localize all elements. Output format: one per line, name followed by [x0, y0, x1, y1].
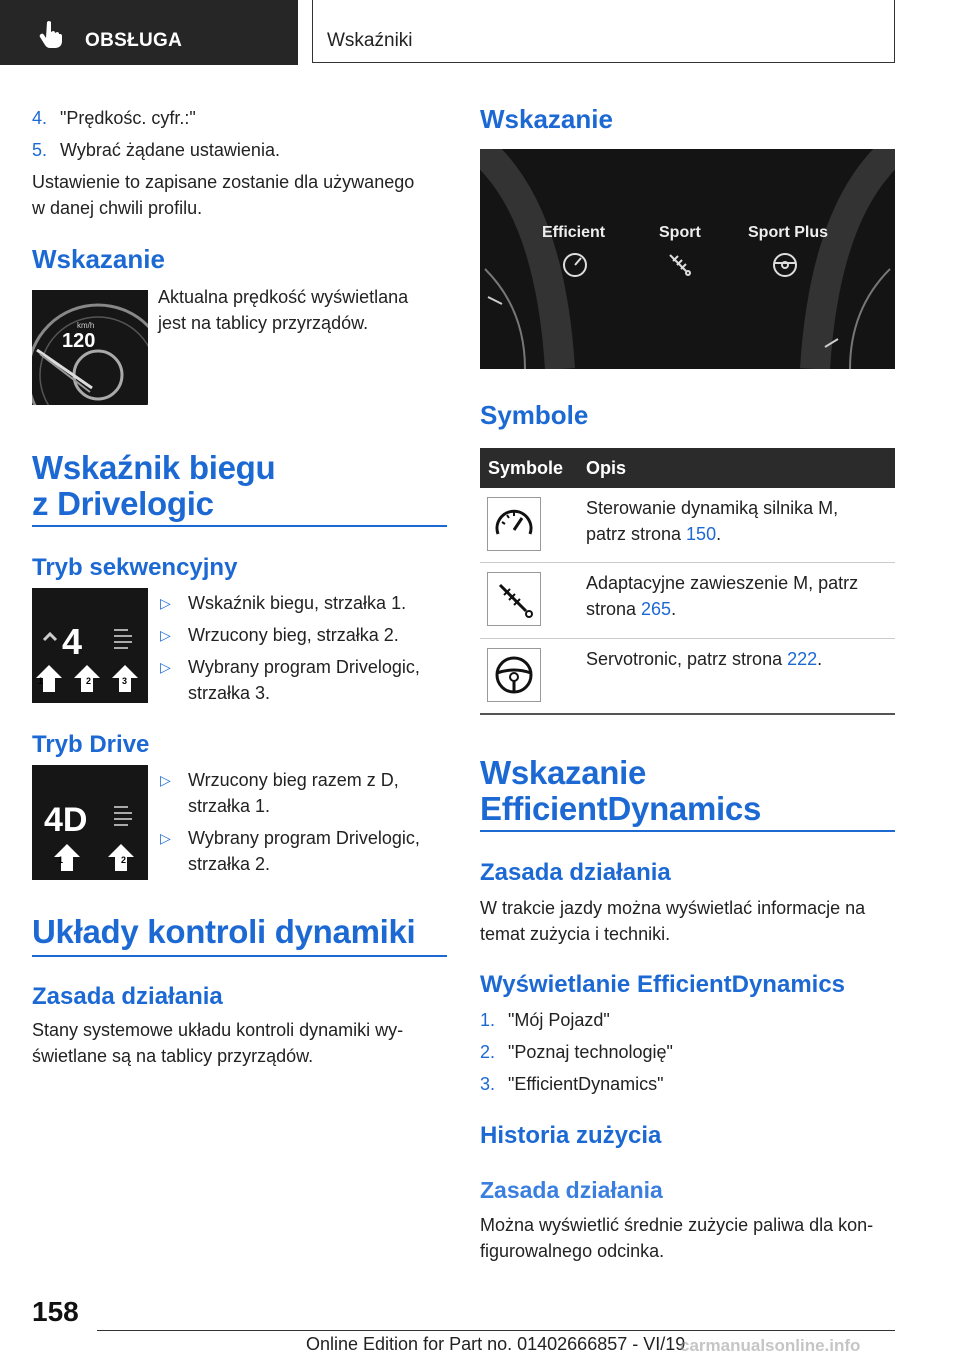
drive-mode-display-image: [480, 149, 895, 369]
drive-gear-label: 4D: [44, 801, 88, 839]
display-label-sport-plus: Sport Plus: [748, 224, 829, 241]
gear-number: 4: [62, 621, 83, 662]
dynamics-principle-heading: Zasada działania: [32, 983, 223, 1010]
col-header-symbols: Symbole: [488, 458, 564, 478]
step-3: 3. "EfficientDynamics": [480, 1074, 664, 1094]
efficientdynamics-heading: Wskazanie EfficientDynamics: [480, 754, 761, 827]
section-tab[interactable]: [0, 0, 298, 65]
speedometer-icon: [32, 290, 148, 405]
steering-wheel-icon: [488, 649, 540, 701]
section-label: OBSŁUGA: [85, 30, 183, 51]
watermark: carmanualsonline.info: [680, 1336, 861, 1355]
principle-heading: Zasada działania: [480, 859, 671, 886]
table-row: Servotronic, patrz strona 222.: [586, 649, 823, 669]
drive-gear-image: [32, 765, 148, 880]
dynamics-control-heading: Układy kontroli dynamiki: [32, 913, 416, 950]
dynamics-heading-rule: [32, 955, 447, 957]
sequential-mode-heading: Tryb sekwencyjny: [32, 554, 238, 581]
efficientdynamics-rule: [480, 830, 895, 832]
svg-text:2: 2: [86, 676, 92, 686]
footer-rule: [97, 1330, 895, 1331]
svg-text:3: 3: [122, 676, 128, 686]
suspension-icon: [488, 573, 540, 625]
chapter-label: Wskaźniki: [327, 30, 413, 51]
display-label-sport: Sport: [659, 224, 701, 241]
sequential-gear-image: [32, 588, 148, 703]
svg-text:2: 2: [121, 855, 127, 865]
right-wskazanie-heading: Wskazanie: [480, 104, 613, 134]
left-wskazanie-heading: Wskazanie: [32, 244, 165, 274]
table-header: [480, 448, 895, 488]
drive-bullets: [160, 767, 450, 877]
speed-description: Aktualna prędkość wyświetlana jest na tablicy przyrządów.: [158, 287, 409, 333]
display-efficientdynamics-heading: Wyświetlanie EfficientDynamics: [480, 971, 846, 998]
page-link-150[interactable]: 150: [686, 524, 717, 544]
table-row: Adaptacyjne zawieszenie M, patrz strona 265.: [586, 573, 859, 619]
triangle-bullet-icon: ▷: [160, 627, 171, 643]
step-5: 5. Wybrać żądane ustawienia.: [32, 140, 280, 160]
col-header-description: Opis: [586, 458, 627, 478]
svg-text:1: 1: [38, 676, 44, 686]
triangle-bullet-icon: ▷: [160, 595, 171, 611]
drive-mode-heading: Tryb Drive: [32, 731, 150, 758]
page-link-222[interactable]: 222: [787, 649, 818, 669]
page-link-265[interactable]: 265: [641, 599, 672, 619]
list-item: ▷ Wrzucony bieg, strzałka 2.: [160, 622, 450, 648]
chapter-tab[interactable]: [312, 0, 895, 63]
row-divider: [480, 638, 895, 639]
step-2: 2. "Poznaj technologię": [480, 1042, 673, 1062]
list-item: ▷ Wrzucony bieg razem z D, strzałka 1.: [160, 767, 450, 819]
dynamics-principle-text: Stany systemowe układu kontroli dynamiki wy- świetlane są na tablicy przyrządów.: [32, 1020, 404, 1066]
page-number: 158: [32, 1296, 79, 1327]
table-bottom-rule: [480, 713, 895, 715]
triangle-bullet-icon: ▷: [160, 830, 171, 846]
symbols-heading: Symbole: [480, 400, 589, 430]
triangle-bullet-icon: ▷: [160, 772, 171, 788]
svg-text:1: 1: [58, 855, 64, 865]
gauge-icon: [488, 498, 540, 550]
step-1: 1. "Mój Pojazd": [480, 1010, 610, 1030]
edition-note: Online Edition for Part no. 01402666857 - VI/19: [306, 1334, 686, 1354]
sequential-bullets: [160, 590, 450, 706]
display-label-efficient: Efficient: [542, 224, 606, 241]
row-divider: [480, 562, 895, 563]
hand-pointer-icon: [38, 20, 64, 48]
list-item: ▷ Wybrany program Drivelogic, strzałka 3.: [160, 654, 450, 706]
step-4: 4. "Prędkośc. cyfr.:": [32, 108, 196, 128]
speed-unit: km/h: [77, 321, 95, 330]
table-row-icon: [487, 572, 541, 626]
triangle-bullet-icon: ▷: [160, 659, 171, 675]
list-item: ▷ Wybrany program Drivelogic, strzałka 2.: [160, 825, 450, 877]
speed-value: 120: [62, 330, 96, 352]
gear-heading-rule: [32, 525, 447, 527]
table-row-icon: [487, 648, 541, 702]
principle-text: W trakcie jazdy można wyświetlać informacje na temat zużycia i techniki.: [480, 898, 866, 944]
consumption-principle-heading: Zasada działania: [480, 1177, 663, 1203]
profile-note: Ustawienie to zapisane zostanie dla używanego w danej chwili profilu.: [32, 172, 415, 218]
table-row-icon: [487, 497, 541, 551]
speedometer-image: [32, 290, 148, 405]
gear-indicator-heading: Wskaźnik biegu z Drivelogic: [32, 449, 276, 522]
table-row: Sterowanie dynamiką silnika M, patrz strona 150.: [586, 498, 839, 544]
consumption-principle-text: Można wyświetlić średnie zużycie paliwa dla kon- figurowalnego odcinka.: [480, 1215, 874, 1261]
consumption-history-heading: Historia zużycia: [480, 1122, 662, 1149]
list-item: ▷ Wskaźnik biegu, strzałka 1.: [160, 590, 450, 616]
